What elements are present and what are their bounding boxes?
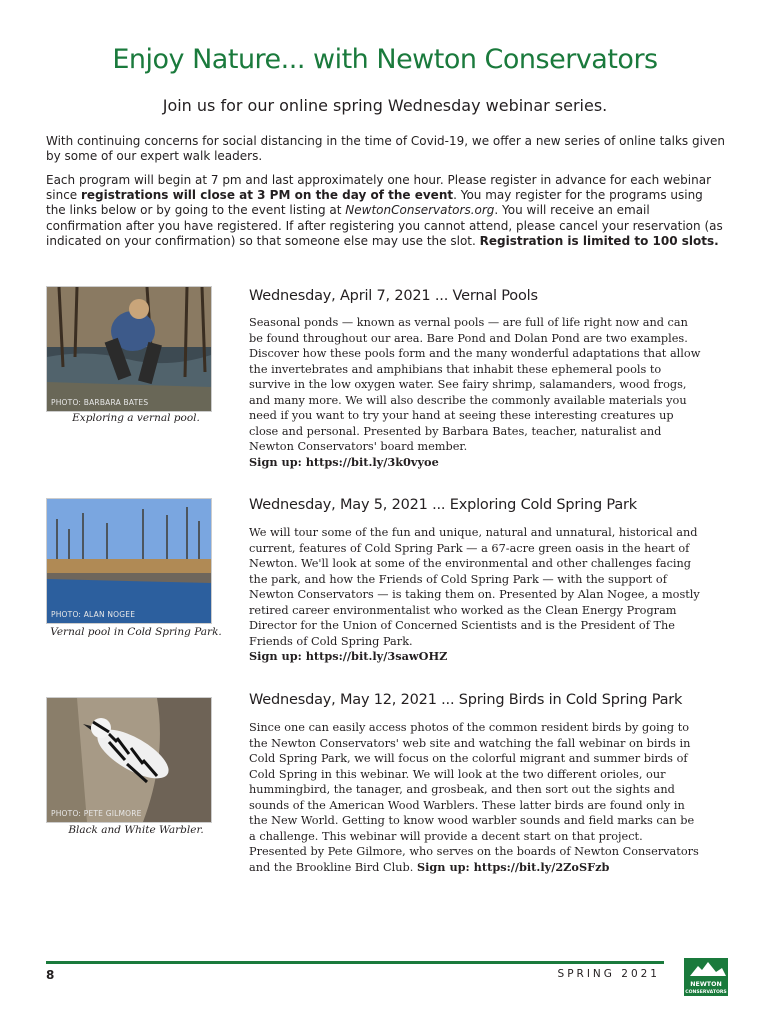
event-topic: Exploring Cold Spring Park xyxy=(449,497,637,513)
event-separator: ... xyxy=(430,288,453,304)
event-body-text: Since one can easily access photos of the common resident birds by going to the Newton Conservators' web site and watching the fall webinar on birds in Cold Spring Park, we will focus on the colorful migrant and summer birds of Cold Spring in this webinar. We will look at the two different orioles, our hummingbird, the tanager, and grosbeak, and then sort out the sights and sounds of the American Wood Warblers. These latter birds are found only in the New World. Getting to know wood warbler sounds and field marks can be a challenge. This webinar will provide a decent start on that project. Presented by Pete Gilmore, who serves on the boards of Newton Conservators and the Brookline Bird Club. xyxy=(249,721,699,874)
signup-link[interactable]: Sign up: https://bit.ly/3k0vyoe xyxy=(249,454,439,469)
photo-caption: Exploring a vernal pool. xyxy=(72,412,200,424)
event-description xyxy=(249,315,701,470)
photo-caption: Vernal pool in Cold Spring Park. xyxy=(50,626,222,638)
intro-text: . You may register for the programs using the links below or by going to the event listing at xyxy=(46,188,703,218)
page-number: 8 xyxy=(46,968,55,982)
logo-icon xyxy=(684,958,728,996)
event-title xyxy=(249,288,538,304)
photo-caption: Black and White Warbler. xyxy=(68,824,204,836)
vernal-pool-photo xyxy=(46,286,212,412)
event-body-text: We will tour some of the fun and unique, natural and unnatural, historical and current, features of Cold Spring Park — a 67-acre green oasis in the heart of Newton. We'll look at some of the environmental and other challenges facing the park, and how the Friends of Cold Spring Park — with the support of Newton Conservators — is taking them on. Presented by Alan Nogee, a mostly retired career environmentalist who worked as the Clean Energy Program Director for the Union of Concerned Scientists and is the President of The Friends of Cold Spring Park. xyxy=(249,526,700,648)
event-separator: ... xyxy=(436,692,459,708)
intro-paragraph-2 xyxy=(46,173,726,249)
website-link[interactable]: NewtonConservators.org xyxy=(345,203,495,218)
photo-credit: PHOTO: BARBARA BATES xyxy=(51,398,149,407)
signup-link[interactable]: Sign up: https://bit.ly/3sawOHZ xyxy=(249,649,448,663)
warbler-image xyxy=(47,698,211,822)
event-date: Wednesday, May 5, 2021 xyxy=(249,497,428,513)
event-description xyxy=(249,525,701,665)
page-subtitle: Join us for our online spring Wednesday webinar series. xyxy=(162,96,608,115)
event-topic: Spring Birds in Cold Spring Park xyxy=(458,692,683,708)
intro-text: Each program will begin at 7 pm and last approximately one hour. Please register in advance for each webinar since xyxy=(46,173,712,203)
event-title xyxy=(249,692,682,708)
registration-deadline: registrations will close at 3 PM on the day of the event xyxy=(81,188,454,203)
svg-text:CONSERVATORS: CONSERVATORS xyxy=(685,990,727,995)
vernal-pool-image xyxy=(47,287,211,411)
svg-text:NEWTON: NEWTON xyxy=(690,981,722,988)
event-title xyxy=(249,497,637,513)
cold-spring-park-photo xyxy=(46,498,212,624)
newton-conservators-logo xyxy=(684,958,728,996)
photo-credit: PHOTO: PETE GILMORE xyxy=(51,809,142,818)
cold-spring-park-image xyxy=(47,499,211,623)
registration-limit: Registration is limited to 100 slots. xyxy=(479,233,719,248)
event-date: Wednesday, April 7, 2021 xyxy=(249,288,431,304)
issue-season: SPRING 2021 xyxy=(557,968,660,980)
photo-credit: PHOTO: ALAN NOGEE xyxy=(51,610,136,619)
event-description xyxy=(249,720,701,875)
event-separator: ... xyxy=(427,497,450,513)
event-topic: Vernal Pools xyxy=(452,288,538,304)
intro-text: . You will receive an email confirmation after you have registered. If after registering you cannot attend, please cancel your reservation (as indicated on your confirmation) so that someone else may use the slot. xyxy=(46,203,723,248)
event-date: Wednesday, May 12, 2021 xyxy=(249,692,437,708)
page-title: Enjoy Nature... with Newton Conservators xyxy=(112,44,658,75)
intro-paragraph-1: With continuing concerns for social distancing in the time of Covid-19, we offer a new series of online talks given by some of our expert walk leaders. xyxy=(46,134,726,164)
footer-divider xyxy=(46,961,664,964)
warbler-photo xyxy=(46,697,212,823)
event-body-text: Seasonal ponds — known as vernal pools — are full of life right now and can be found throughout our area. Bare Pond and Dolan Pond are two examples. Discover how these pools form and the many wonderful adaptations that allow the invertebrates and amphibians that inhabit these ephemeral pools to survive in the low oxygen water. See fairy shrimp, salamanders, wood frogs, and many more. We will also describe the commonly available materials you need if you want to try your hand at seeing these interesting creatures up close and personal. Presented by Barbara Bates, teacher, naturalist and Newton Conservators' board member. xyxy=(249,316,701,453)
signup-link[interactable]: Sign up: https://bit.ly/2ZoSFzb xyxy=(416,859,610,874)
